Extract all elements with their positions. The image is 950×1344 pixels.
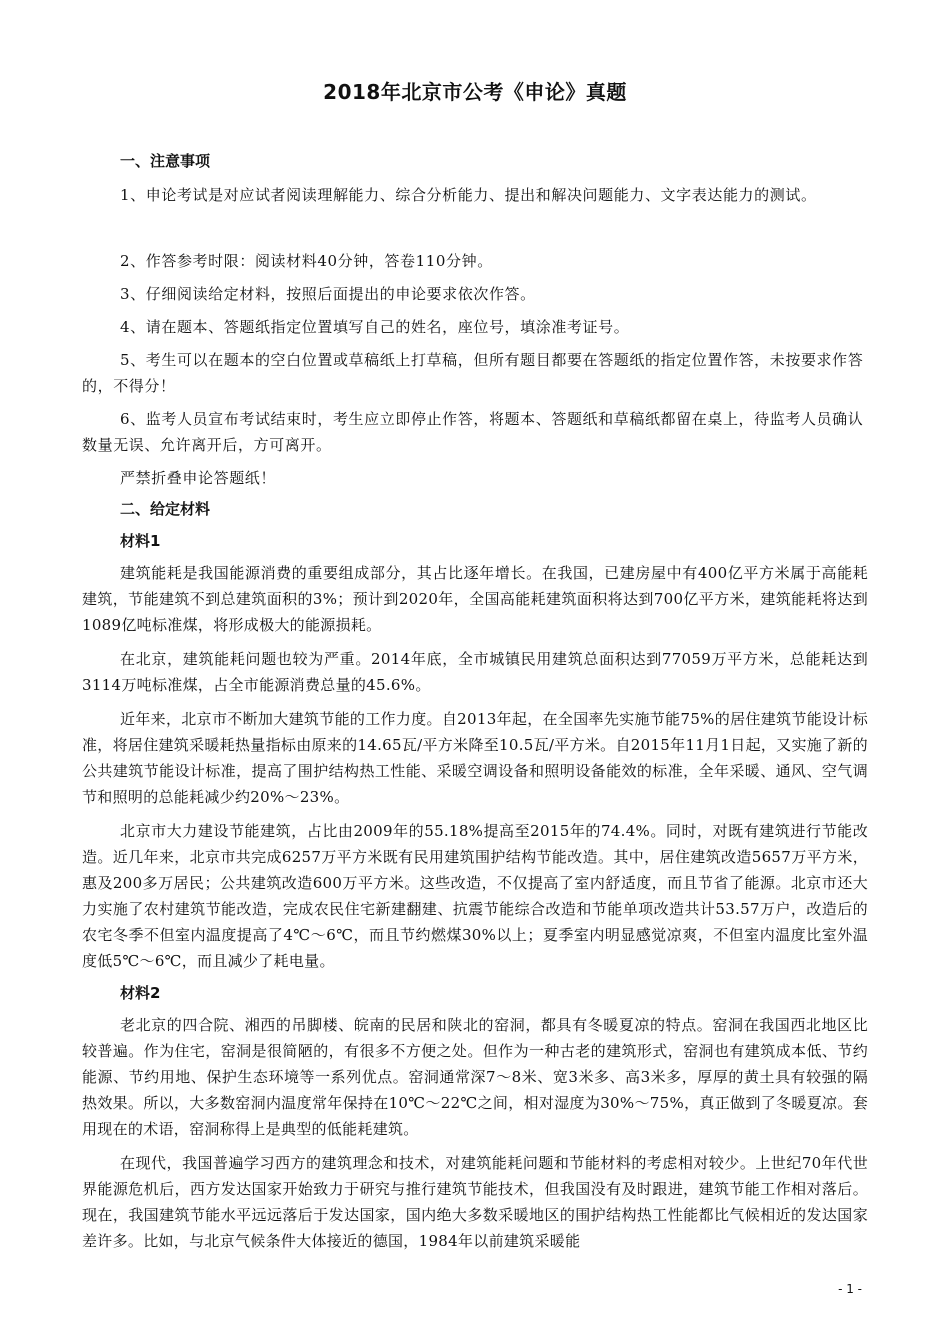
- material-paragraph: 建筑能耗是我国能源消费的重要组成部分，其占比逐年增长。在我国，已建房屋中有400亿平方米属于高能耗建筑，节能建筑不到总建筑面积的3%；预计到2020年，全国高能耗建筑面积将达到700亿平方米，建筑能耗将达到1089亿吨标准煤，将形成极大的能源损耗。: [82, 564, 868, 634]
- notice-item: 4、请在题本、答题纸指定位置填写自己的姓名，座位号，填涂准考证号。: [120, 318, 630, 336]
- material-paragraph: 近年来，北京市不断加大建筑节能的工作力度。自2013年起，在全国率先实施节能75%的居住建筑节能设计标准，将居住建筑采暖耗热量指标由原来的14.65瓦/平方米降至10.5瓦/平方米。自2015年11月1日起，又实施了新的公共建筑节能设计标准，提高了围护结构热工性能、采暖空调设备和照明设备能效的标准，全年采暖、通风、空气调节和照明的总能耗减少约20%～23%。: [82, 710, 868, 806]
- notice-item: 1、申论考试是对应试者阅读理解能力、综合分析能力、提出和解决问题能力、文字表达能力的测试。: [120, 186, 817, 204]
- material-paragraph: 北京市大力建设节能建筑，占比由2009年的55.18%提高至2015年的74.4%。同时，对既有建筑进行节能改造。近几年来，北京市共完成6257万平方米既有民用建筑围护结构节能改造。其中，居住建筑改造5657万平方米，惠及200多万居民；公共建筑改造600万平方米。这些改造，不仅提高了室内舒适度，而且节省了能源。北京市还大力实施了农村建筑节能改造，完成农民住宅新建翻建、抗震节能综合改造和节能单项改造共计53.57万户，改造后的农宅冬季不但室内温度提高了4℃～6℃，而且节约燃煤30%以上；夏季室内明显感觉凉爽，不但室内温度比室外温度低5℃～6℃，而且减少了耗电量。: [82, 822, 868, 970]
- section-heading: 一、注意事项: [120, 152, 211, 170]
- notice-item: 5、考生可以在题本的空白位置或草稿纸上打草稿，但所有题目都要在答题纸的指定位置作答，未按要求作答的，不得分！: [82, 351, 864, 395]
- material-paragraph: 在现代，我国普遍学习西方的建筑理念和技术，对建筑能耗问题和节能材料的考虑相对较少。上世纪70年代世界能源危机后，西方发达国家开始致力于研究与推行建筑节能技术，但我国没有及时跟进，建筑节能工作相对落后。现在，我国建筑节能水平远远落后于发达国家，国内绝大多数采暖地区的围护结构热工性能都比气候相近的发达国家差许多。比如，与北京气候条件大体接近的德国，1984年以前建筑采暖能: [82, 1154, 868, 1250]
- material-paragraph: 在北京，建筑能耗问题也较为严重。2014年底，全市城镇民用建筑总面积达到77059万平方米，总能耗达到3114万吨标准煤，占全市能源消费总量的45.6%。: [82, 650, 868, 694]
- section-notice: [82, 150, 868, 491]
- material-paragraph: 老北京的四合院、湘西的吊脚楼、皖南的民居和陕北的窑洞，都具有冬暖夏凉的特点。窑洞在我国西北地区比较普遍。作为住宅，窑洞是很简陋的，有很多不方便之处。但作为一种古老的建筑形式，窑洞也有建筑成本低、节约能源、节约用地、保护生态环境等一系列优点。窑洞通常深7～8米、宽3米多、高3米多，厚厚的黄土具有较强的隔热效果。所以，大多数窑洞内温度常年保持在10℃～22℃之间，相对湿度为30%～75%，真正做到了冬暖夏凉。套用现在的术语，窑洞称得上是典型的低能耗建筑。: [82, 1016, 868, 1138]
- notice-warning: 严禁折叠申论答题纸！: [120, 469, 277, 487]
- section-heading: 二、给定材料: [120, 500, 211, 518]
- material-label: 材料2: [120, 984, 161, 1002]
- notice-item: 2、作答参考时限：阅读材料40分钟，答卷110分钟。: [120, 252, 493, 270]
- page-title: 2018年北京市公考《申论》真题: [323, 80, 627, 104]
- page-number: - 1 -: [838, 1282, 862, 1296]
- notice-item: 3、仔细阅读给定材料，按照后面提出的申论要求依次作答。: [120, 285, 536, 303]
- section-materials: [82, 498, 868, 1254]
- material-label: 材料1: [120, 532, 161, 550]
- notice-item: 6、监考人员宣布考试结束时，考生应立即停止作答，将题本、答题纸和草稿纸都留在桌上，待监考人员确认数量无误、允许离开后，方可离开。: [82, 410, 864, 454]
